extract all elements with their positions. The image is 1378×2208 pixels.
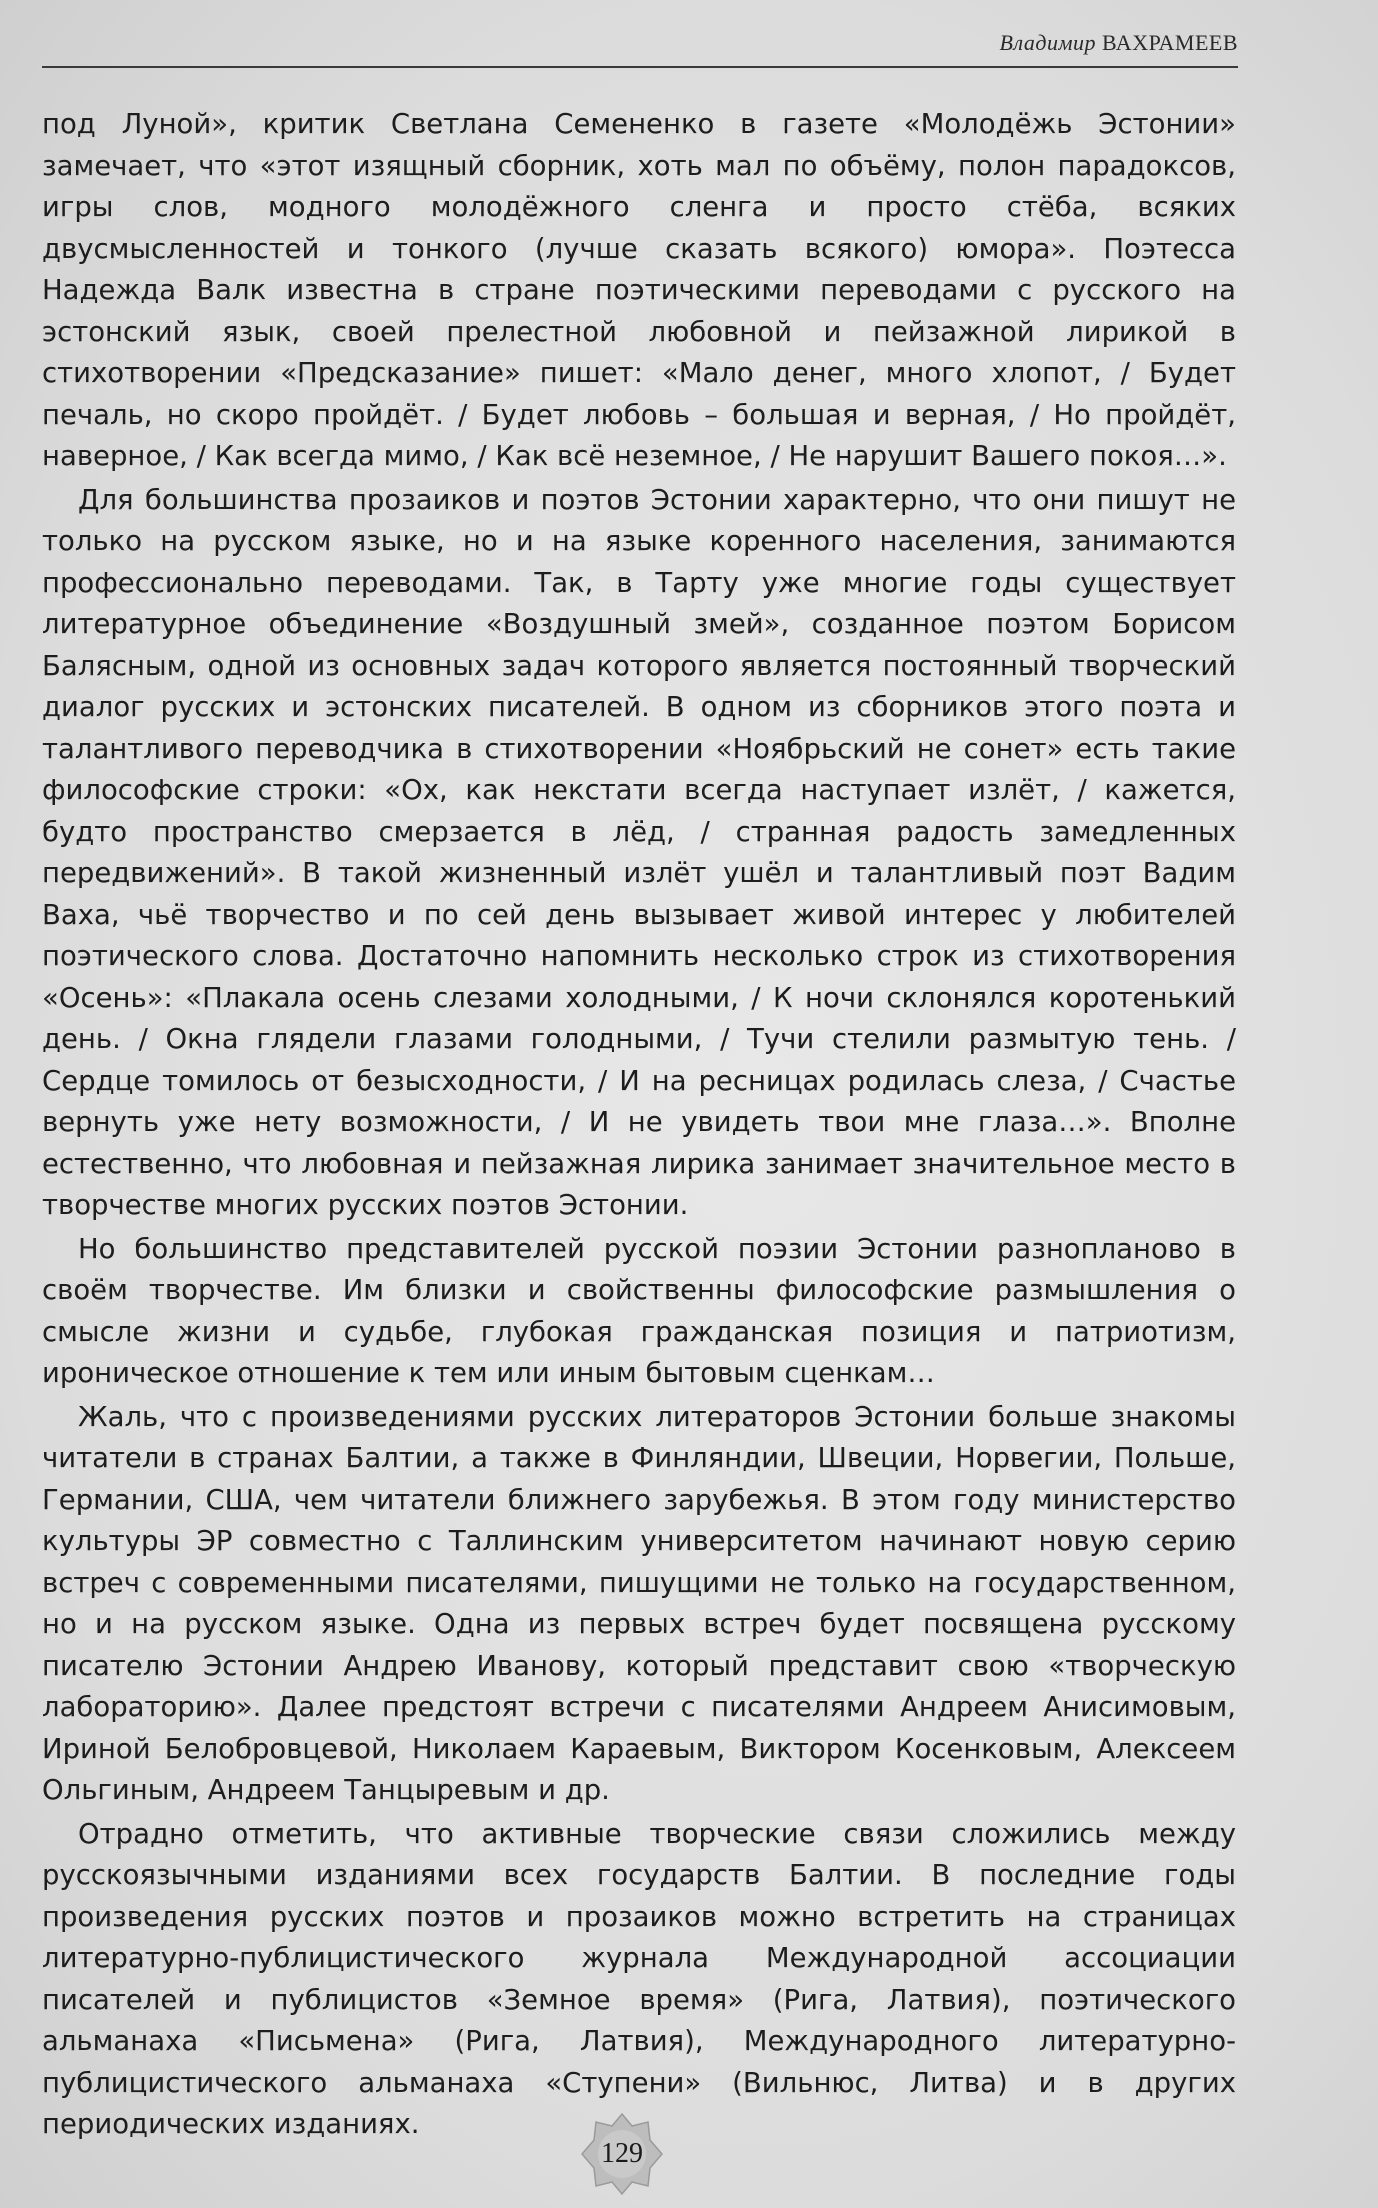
running-header <box>42 30 1238 64</box>
body-text <box>42 104 1236 2146</box>
paragraph: Отрадно отметить, что активные творческие связи сложились между русскоязычными изданиями всех государств Балтии. В последние годы произведения русских поэтов и прозаиков можно встретить на страницах литературно-публицистического журнала Международной ассоциации писателей и публицистов «Земное время» (Рига, Латвия), поэтического альманаха «Письмена» (Рига, Латвия), Международного литературно-публицистического альманаха «Ступени» (Вильнюс, Литва) и в других периодических изданиях. <box>42 1817 1236 2140</box>
paragraph: под Луной», критик Светлана Семененко в газете «Молодёжь Эстонии» замечает, что «этот изящный сборник, хоть мал по объёму, полон парадоксов, игры слов, модного молодёжного сленга и просто стёба, всяких двусмысленностей и тонкого (лучше сказать всякого) юмора». Поэтесса Надежда Валк известна в стране поэтическими переводами с русского на эстонский язык, своей прелестной любовной и пейзажной лирикой в стихотворении «Предсказание» пишет: «Мало денег, много хлопот, / Будет печаль, но скоро пройдёт. / Будет любовь – большая и верная, / Но пройдёт, наверное, / Как всегда мимо, / Как всё неземное, / Не нарушит Вашего покоя…». <box>42 108 1236 472</box>
author-first-name: Владимир <box>999 30 1097 55</box>
author-last-name: ВАХРАМЕЕВ <box>1102 30 1238 55</box>
page-number: 129 <box>601 2138 643 2169</box>
paragraph: Жаль, что с произведениями русских литераторов Эстонии больше знакомы читатели в странах Балтии, а также в Финляндии, Швеции, Норвегии, Польше, Германии, США, чем читатели ближнего зарубежья. В этом году министерство культуры ЭР совместно с Таллинским университетом начинают новую серию встреч с современными писателями, пишущими не только на государственном, но и на русском языке. Одна из первых встреч будет посвящена русскому писателю Эстонии Андрею Иванову, который представит свою «творческую лабораторию». Далее предстоят встречи с писателями Андреем Анисимовым, Ириной Белобровцевой, Николаем Караевым, Виктором Косенковым, Алексеем Ольгиным, Андреем Танцыревым и др. <box>42 1400 1236 1806</box>
page-number-ornament <box>580 2112 664 2196</box>
header-author <box>1000 30 1238 56</box>
paragraph: Для большинства прозаиков и поэтов Эстонии характерно, что они пишут не только на русском языке, но и на языке коренного населения, занимаются профессионально переводами. Так, в Тарту уже многие годы существует литературное объединение «Воздушный змей», созданное поэтом Борисом Балясным, одной из основных задач которого является постоянный творческий диалог русских и эстонских писателей. В одном из сборников этого поэта и талантливого переводчика в стихотворении «Ноябрьский не сонет» есть такие философские строки: «Ох, как некстати всегда наступает излёт, / кажется, будто пространство смерзается в лёд, / странная радость замедленных передвижений». В такой жизненный излёт ушёл и талантливый поэт Вадим Ваха, чьё творчество и по сей день вызывает живой интерес у любителей поэтического слова. Достаточно напомнить несколько строк из стихотворения «Осень»: «Плакала осень слезами холодными, / К ночи склонялся коротенький день. / Окна глядели глазами голодными, / Тучи стелили размытую тень. / Сердце томилось от безысходности, / И на ресницах родилась слеза, / Счастье вернуть уже нету возможности, / И не увидеть твои мне глаза…». Вполне естественно, что любовная и пейзажная лирика занимает значительное место в творчестве многих русских поэтов Эстонии. <box>42 483 1236 1221</box>
header-rule <box>42 66 1238 68</box>
paragraph: Но большинство представителей русской поэзии Эстонии разнопланово в своём творчестве. Им близки и свойственны философские размышления о смысле жизни и судьбе, глубокая гражданская позиция и патриотизм, ироническое отношение к тем или иным бытовым сценкам… <box>42 1232 1236 1389</box>
